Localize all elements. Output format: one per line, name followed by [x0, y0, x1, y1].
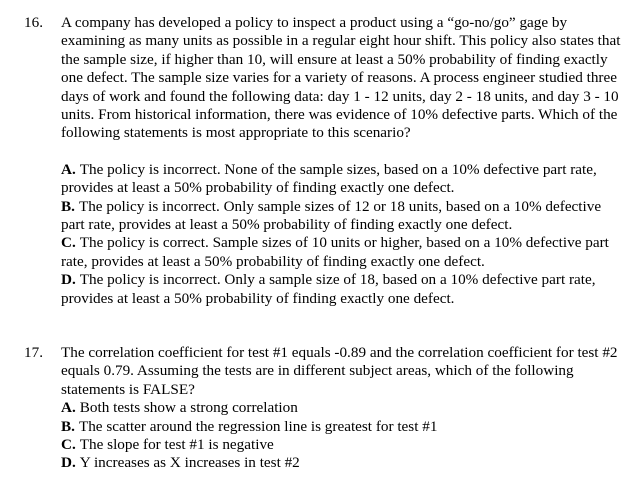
- option-text: The scatter around the regression line is greatest for test #1: [78, 417, 438, 435]
- question-16: [24, 14, 624, 308]
- answer-options: [61, 161, 624, 308]
- option-letter: C.: [61, 234, 76, 252]
- question-stem: [24, 14, 624, 143]
- option-letter: B.: [61, 197, 75, 215]
- option-text: Both tests show a strong correlation: [79, 399, 298, 417]
- option-letter: D.: [61, 454, 76, 472]
- question-number: 16.: [24, 14, 43, 31]
- option-letter: A.: [61, 160, 76, 178]
- option-a: [61, 161, 624, 198]
- option-text: The policy is correct. Sample sizes of 10 units or higher, based on a 10% defective part rate, provides at least a 50% probability of finding exactly one defect.: [61, 234, 609, 270]
- option-text: The slope for test #1 is negative: [79, 436, 274, 454]
- option-b: [61, 198, 624, 235]
- option-c: [61, 436, 624, 454]
- question-stem: [24, 344, 624, 399]
- option-text: The policy is incorrect. Only a sample size of 18, based on a 10% defective part rate, provides at least a 50% probability of finding exactly one defect.: [61, 271, 596, 307]
- option-letter: B.: [61, 417, 75, 435]
- option-text: Y increases as X increases in test #2: [79, 454, 300, 472]
- option-letter: C.: [61, 436, 76, 454]
- option-b: [61, 418, 624, 436]
- answer-options: [61, 399, 624, 473]
- option-c: [61, 234, 624, 271]
- option-letter: A.: [61, 399, 76, 417]
- option-text: The policy is incorrect. Only sample sizes of 12 or 18 units, based on a 10% defective part rate, provides at least a 50% probability of finding exactly one defect.: [61, 197, 602, 234]
- option-a: [61, 399, 624, 417]
- question-text: A company has developed a policy to inspect a product using a “go-no/go” gage by examining as many units as possible in a regular eight hour shift. This policy also states that the sample size, if higher than 10, will ensure at least a 50% probability of finding exactly one defect. The sample size varies for a variety of reasons. A process engineer studied three days of work and found the following data: day 1 - 12 units, day 2 - 18 units, and day 3 - 10 units. From historical information, there was evidence of 10% defective parts. Which of the following statements is most appropriate to this scenario?: [61, 14, 621, 142]
- question-text: The correlation coefficient for test #1 equals -0.89 and the correlation coefficient for test #2 equals 0.79. Assuming the tests are in different subject areas, which of the following statements is FALSE?: [61, 344, 618, 398]
- option-d: [61, 454, 624, 472]
- question-number: 17.: [24, 344, 43, 361]
- option-text: The policy is incorrect. None of the sample sizes, based on a 10% defective part rate, provides at least a 50% probability of finding exactly one defect.: [61, 160, 597, 197]
- question-17: [24, 344, 624, 473]
- option-letter: D.: [61, 271, 76, 289]
- option-d: [61, 271, 624, 308]
